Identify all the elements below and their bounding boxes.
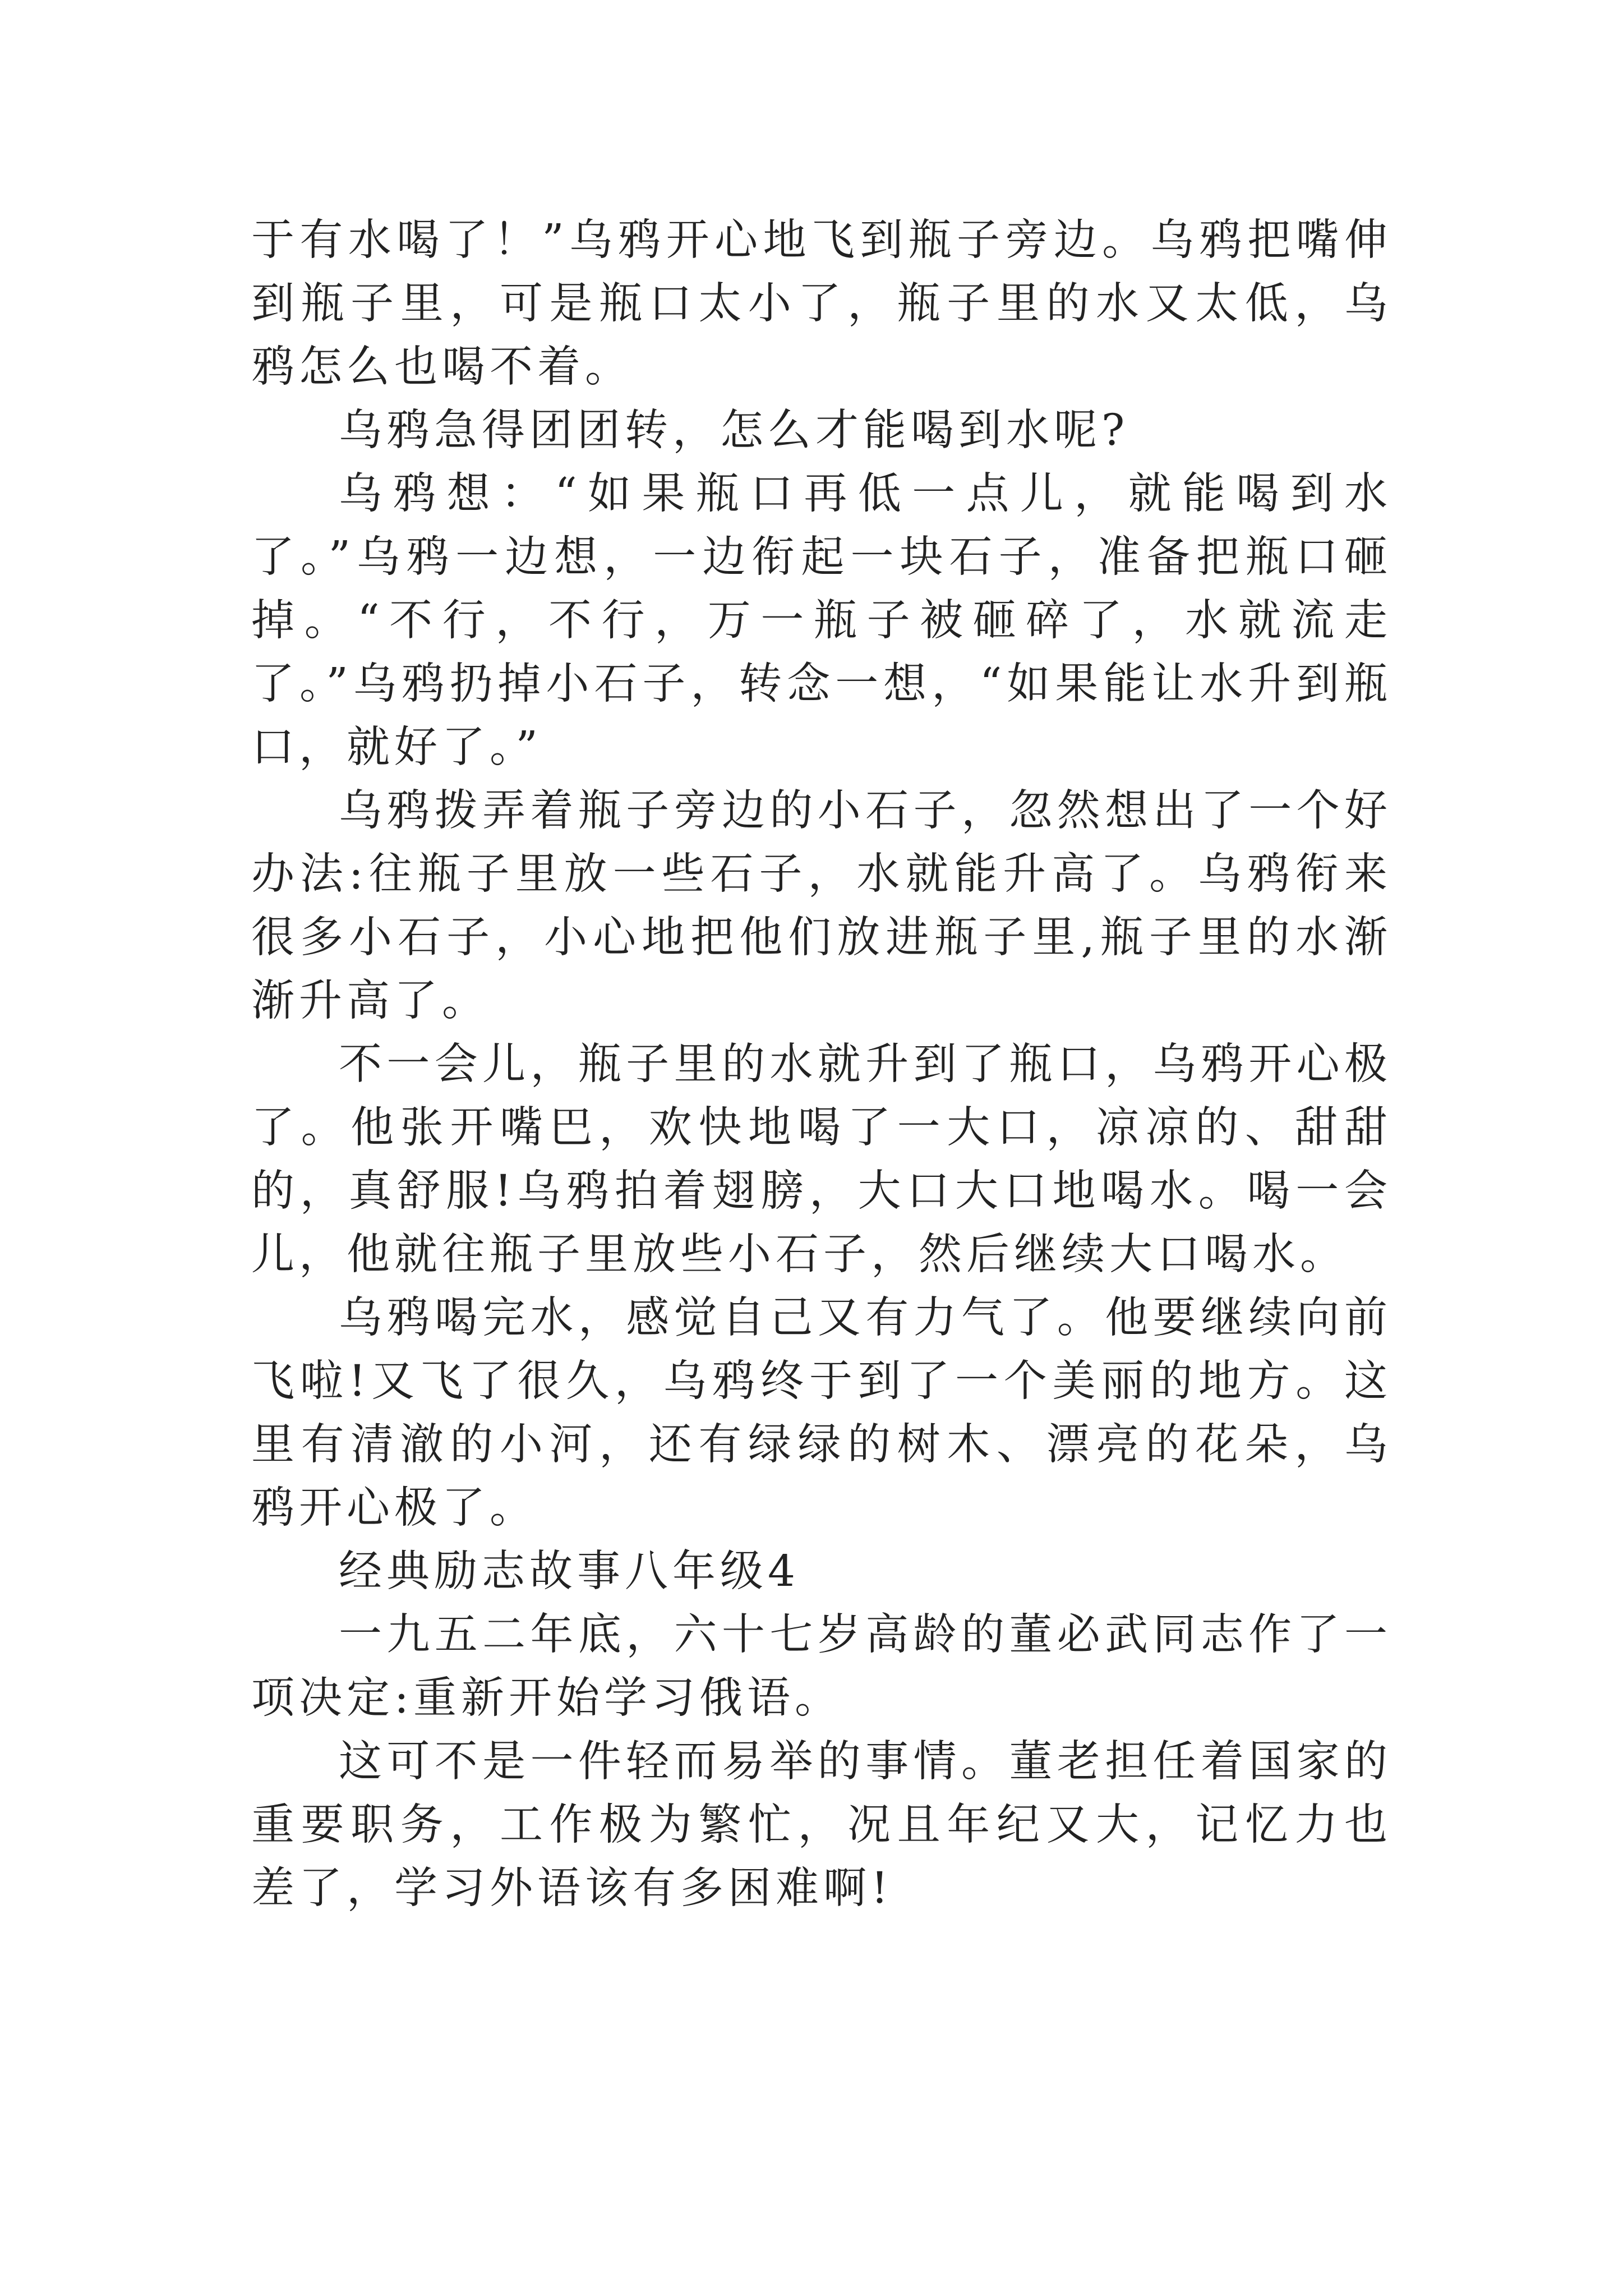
section-heading: 经典励志故事八年级4 — [339, 1547, 800, 1596]
paragraph: 乌鸦急得团团转，怎么才能喝到水呢? — [339, 406, 1129, 455]
paragraph: 一九五二年底，六十七岁高龄的董必武同志作了一项决定:重新开始学习俄语。 — [251, 1610, 1392, 1723]
paragraph: 乌鸦喝完水，感觉自己又有力气了。他要继续向前飞啦!又飞了很久，乌鸦终于到了一个美丽的地方。这里有清澈的小河，还有绿绿的树木、漂亮的花朵，乌鸦开心极了。 — [251, 1293, 1392, 1533]
paragraph: 乌鸦拨弄着瓶子旁边的小石子，忽然想出了一个好办法:往瓶子里放一些石子，水就能升高了。乌鸦衔来很多小石子，小心地把他们放进瓶子里,瓶子里的水渐渐升高了。 — [251, 786, 1392, 1026]
paragraph: 不一会儿，瓶子里的水就升到了瓶口，乌鸦开心极了。他张开嘴巴，欢快地喝了一大口，凉凉的、甜甜的，真舒服!乌鸦拍着翅膀，大口大口地喝水。喝一会儿，他就往瓶子里放些小石子，然后继续大口喝水。 — [251, 1039, 1392, 1280]
document-body — [251, 209, 1392, 1920]
paragraph: 这可不是一件轻而易举的事情。董老担任着国家的重要职务，工作极为繁忙，况且年纪又大，记忆力也差了，学习外语该有多困难啊! — [251, 1737, 1392, 1913]
paragraph: 于有水喝了！”乌鸦开心地飞到瓶子旁边。乌鸦把嘴伸到瓶子里，可是瓶口太小了，瓶子里的水又太低，乌鸦怎么也喝不着。 — [251, 215, 1392, 392]
paragraph: 乌鸦想：“如果瓶口再低一点儿，就能喝到水了。”乌鸦一边想，一边衔起一块石子，准备把瓶口砸掉。“不行，不行，万一瓶子被砸碎了，水就流走了。”乌鸦扔掉小石子，转念一想，“如果能让水升到瓶口，就好了。” — [251, 469, 1392, 772]
